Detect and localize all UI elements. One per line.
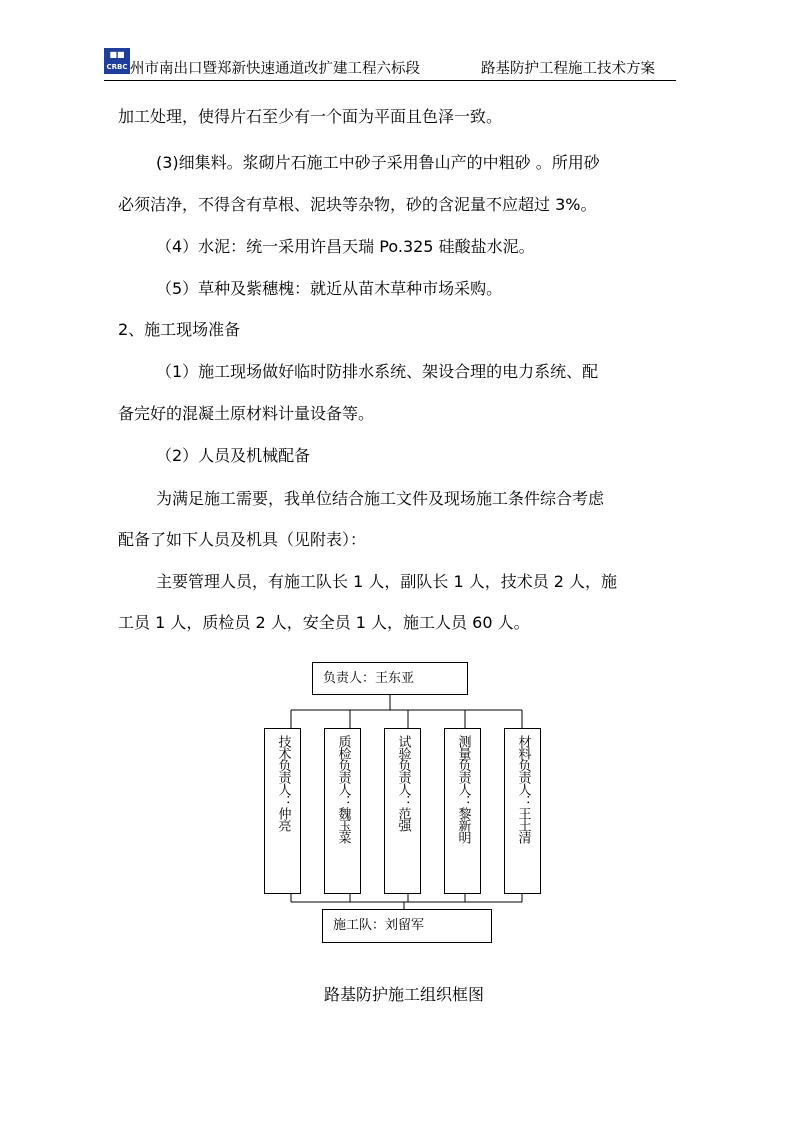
body-line: 为满足施工需要，我单位结合施工文件及现场施工条件综合考虑: [156, 489, 605, 508]
org-branch-box: 技术负责人：仲亮: [264, 728, 301, 894]
page-header: [104, 42, 676, 82]
body-line: 备完好的混凝土原材料计量设备等。: [118, 404, 375, 423]
project-title: 州市南出口暨郑新快速通道改扩建工程六标段: [130, 61, 420, 77]
body-line: 必须洁净，不得含有草根、泥块等杂物，砂的含泥量不应超过 3%。: [118, 195, 597, 214]
org-branch-box: 材料负责人：王土清: [504, 728, 541, 894]
subsection-heading: （2）人员及机械配备: [156, 446, 311, 465]
document-title: 路基防护工程施工技术方案: [481, 61, 655, 77]
body-line: 工员 1 人，质检员 2 人，安全员 1 人，施工人员 60 人。: [118, 613, 530, 632]
body-line: 配备了如下人员及机具（见附表）：: [118, 530, 367, 549]
body-line: (3)细集料。浆砌片石施工中砂子采用鲁山产的中粗砂 。所用砂: [156, 153, 600, 172]
body-line: （4）水泥：统一采用许昌天瑞 Po.325 硅酸盐水泥。: [156, 237, 535, 256]
org-branch-box: 测量负责人：黎新明: [444, 728, 481, 894]
body-line: 加工处理，使得片石至少有一个面为平面且色泽一致。: [118, 107, 503, 126]
body-line: 主要管理人员，有施工队长 1 人，副队长 1 人，技术员 2 人，施: [156, 572, 618, 591]
body-line: （5）草种及紫穗槐：就近从苗木草种市场采购。: [156, 279, 503, 298]
org-top-box: 负责人：王东亚: [312, 662, 468, 695]
org-branch-box: 质检负责人：魏玉菜: [324, 728, 361, 894]
org-chart: [262, 662, 544, 948]
company-logo: ■■ CRBC: [104, 48, 130, 74]
figure-caption: 路基防护施工组织框图: [324, 985, 485, 1004]
org-bottom-box: 施工队：刘留军: [322, 909, 492, 943]
section-heading: 2、施工现场准备: [118, 320, 241, 339]
org-branch-box: 试验负责人：范强: [384, 728, 421, 894]
body-line: （1）施工现场做好临时防排水系统、架设合理的电力系统、配: [156, 362, 599, 381]
header-divider: [104, 80, 676, 81]
